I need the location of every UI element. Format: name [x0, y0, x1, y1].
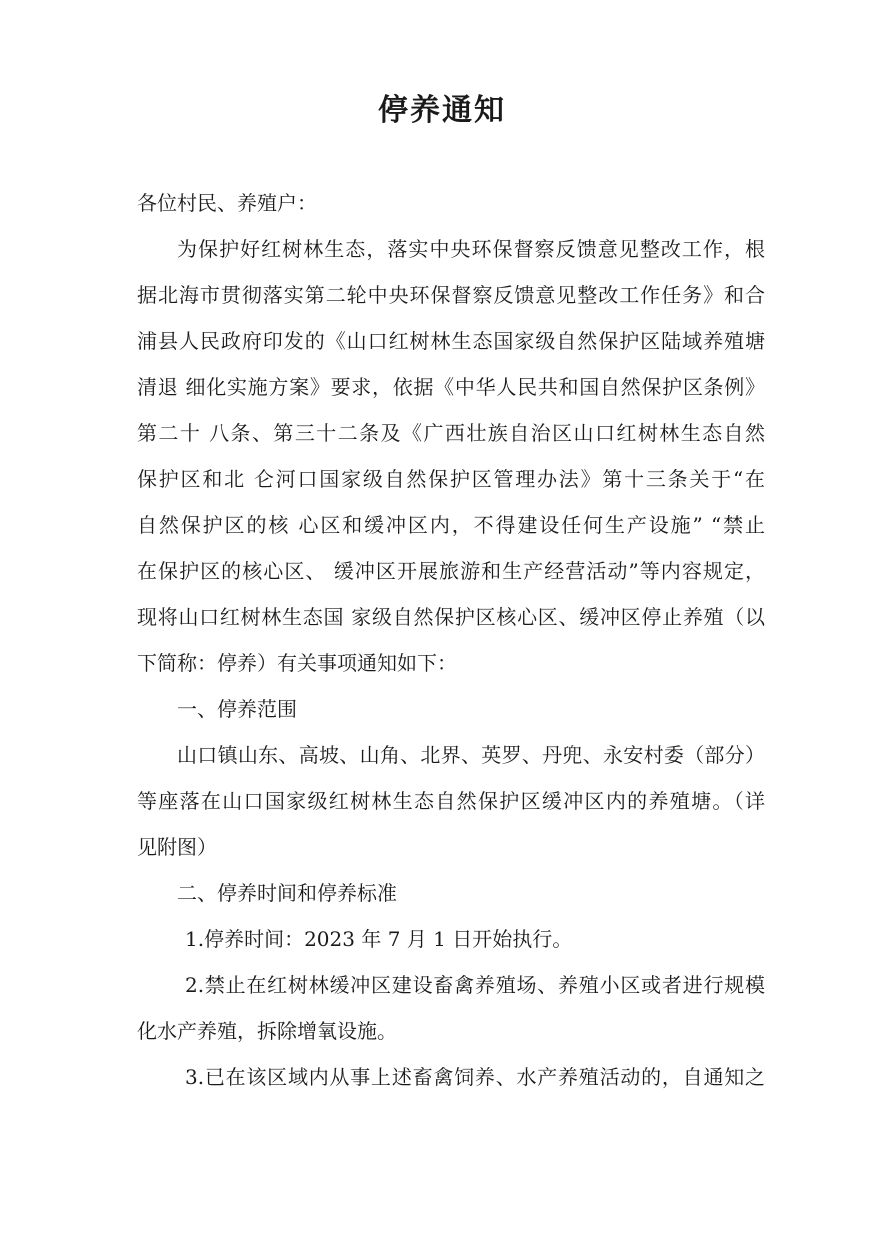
paragraph-line: 现将山口红树林生态国 家级自然保护区核心区、缓冲区停止养殖（以 [137, 605, 765, 629]
list-item: 1.停养时间：2023 年 7 月 1 日开始执行。 [185, 927, 573, 951]
section-heading-time-standard: 二、停养时间和停养标准 [177, 881, 397, 905]
salutation: 各位村民、养殖户： [137, 191, 317, 215]
paragraph-line: 化水产养殖，拆除增氧设施。 [137, 1019, 397, 1043]
paragraph-line: 自然保护区的核 心区和缓冲区内，不得建设任何生产设施” “禁止 [137, 513, 765, 537]
paragraph-line: 在保护区的核心区、 缓冲区开展旅游和生产经营活动”等内容规定， [137, 559, 765, 583]
paragraph-line: 清退 细化实施方案》要求，依据《中华人民共和国自然保护区条例》 [137, 375, 765, 399]
document-title: 停养通知 [378, 93, 506, 128]
paragraph-line: 据北海市贯彻落实第二轮中央环保督察反馈意见整改工作任务》和合 [137, 283, 765, 307]
paragraph-line: 为保护好红树林生态，落实中央环保督察反馈意见整改工作，根 [177, 237, 765, 261]
paragraph-line: 见附图） [137, 835, 217, 859]
paragraph-line: 下简称：停养）有关事项通知如下： [137, 651, 457, 675]
section-heading-scope: 一、停养范围 [177, 697, 297, 721]
paragraph-line: 保护区和北 仑河口国家级自然保护区管理办法》第十三条关于“在 [137, 467, 765, 491]
list-item: 2.禁止在红树林缓冲区建设畜禽养殖场、养殖小区或者进行规模 [185, 973, 765, 997]
paragraph-line: 浦县人民政府印发的《山口红树林生态国家级自然保护区陆域养殖塘 [137, 329, 765, 353]
paragraph-line: 第二十 八条、第三十二条及《广西壮族自治区山口红树林生态自然 [137, 421, 765, 445]
document-body [137, 180, 765, 1100]
paragraph-line: 等座落在山口国家级红树林生态自然保护区缓冲区内的养殖塘。（详 [137, 789, 765, 813]
list-item: 3.已在该区域内从事上述畜禽饲养、水产养殖活动的，自通知之 [185, 1065, 765, 1089]
paragraph-line: 山口镇山东、高坡、山角、北界、英罗、丹兜、永安村委（部分） [177, 743, 765, 767]
